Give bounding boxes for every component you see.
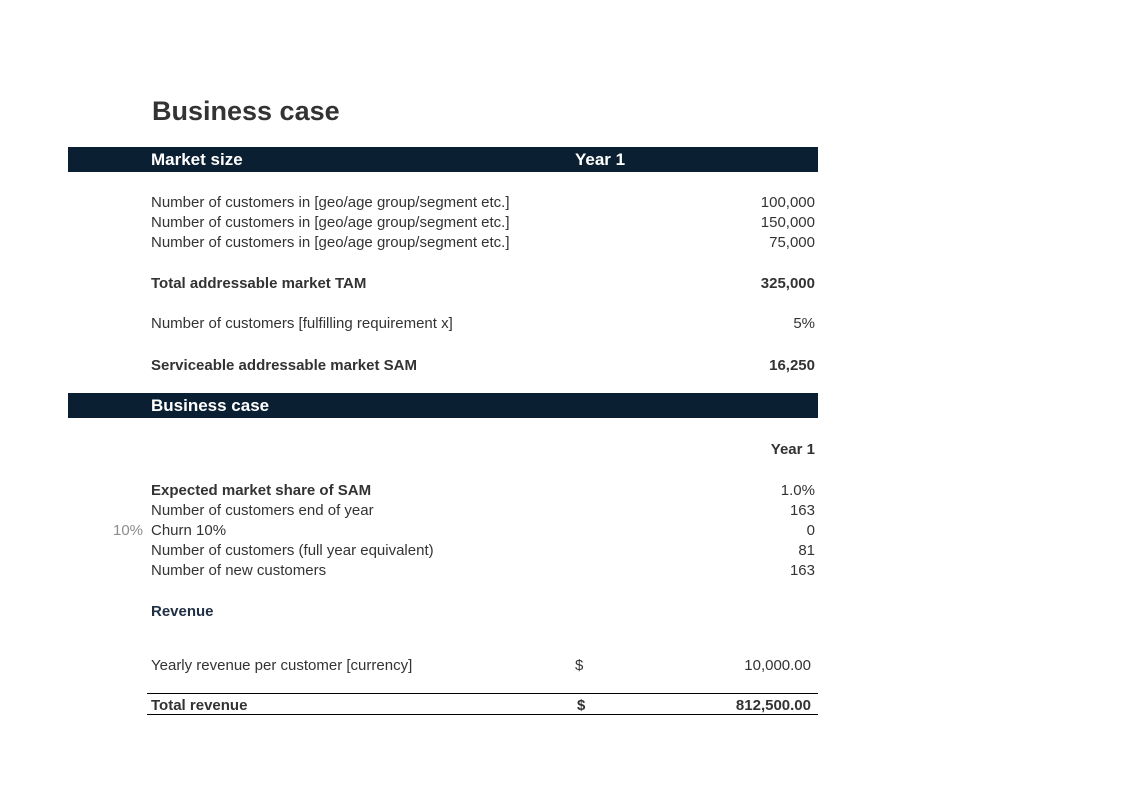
market-size-header-band [68,147,818,172]
tam-label: Total addressable market TAM [151,275,367,292]
segment-row-3-value: 75,000 [769,234,815,251]
sam-label: Serviceable addressable market SAM [151,357,417,374]
customers-end-label: Number of customers end of year [151,502,374,519]
segment-row-1-label: Number of customers in [geo/age group/segment etc.] [151,194,510,211]
yearly-revenue-label: Yearly revenue per customer [currency] [151,657,413,674]
page-title: Business case [152,96,340,126]
total-revenue-value: 812,500.00 [735,697,811,714]
sam-value: 16,250 [769,357,815,374]
total-revenue-currency: $ [577,697,586,714]
new-customers-label: Number of new customers [151,562,327,579]
churn-label: Churn 10% [151,522,227,539]
business-case-year-header: Year 1 [770,441,815,458]
total-revenue-top-rule [147,693,818,694]
tam-value: 325,000 [760,275,815,292]
full-year-label: Number of customers (full year equivalent) [151,542,434,559]
requirement-label: Number of customers [fulfilling requirement x] [151,315,453,332]
revenue-heading: Revenue [151,603,214,620]
business-case-header-band [68,393,818,418]
segment-row-2-label: Number of customers in [geo/age group/segment etc.] [151,214,510,231]
market-share-label: Expected market share of SAM [151,482,372,499]
total-revenue-bottom-rule [147,714,818,715]
segment-row-3-label: Number of customers in [geo/age group/segment etc.] [151,234,510,251]
segment-row-1-value: 100,000 [760,194,815,211]
churn-rate-note: 10% [113,522,144,539]
requirement-value: 5% [793,315,815,332]
business-case-header: Business case [151,396,270,415]
yearly-revenue-currency: $ [575,657,584,674]
customers-end-value: 163 [789,502,815,519]
full-year-value: 81 [798,542,815,559]
market-size-year-header: Year 1 [575,150,626,169]
market-size-header: Market size [151,150,243,169]
churn-value: 0 [806,522,815,539]
segment-row-2-value: 150,000 [760,214,815,231]
market-share-value: 1.0% [780,482,815,499]
new-customers-value: 163 [789,562,815,579]
yearly-revenue-value: 10,000.00 [744,657,811,674]
total-revenue-label: Total revenue [151,697,248,714]
